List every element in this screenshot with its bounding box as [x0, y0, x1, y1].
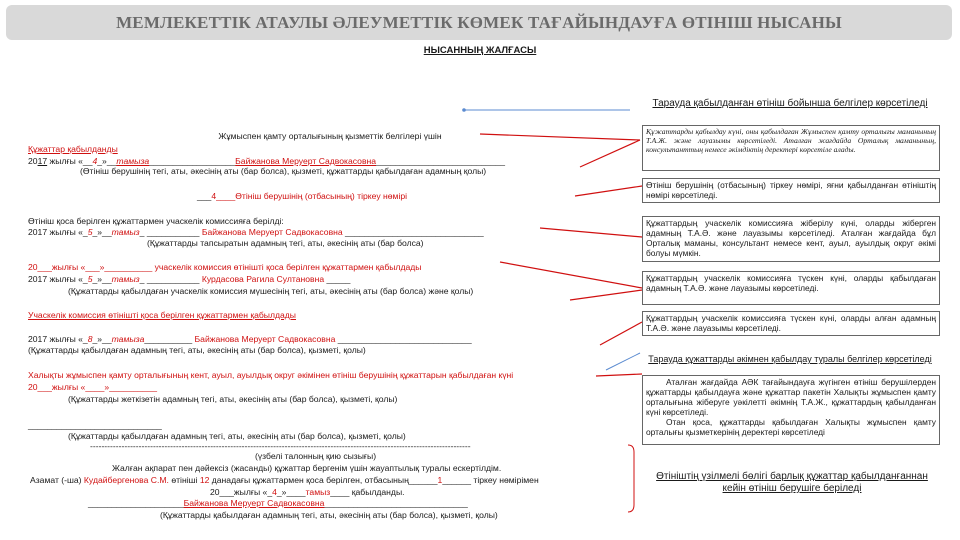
- form-sent-commission: Өтініш қоса берілген құжаттармен учаскелік комиссияға берілді:: [28, 216, 284, 226]
- connector-red-4: [540, 228, 642, 237]
- form-commission-accepted: 20___жылғы «___»__________ учаскелік комиссия өтінішті қоса берілген құжаттармен қабылдады: [28, 262, 422, 272]
- form-caption-1: (Өтініш берушінің тегі, аты, әкесінің аты (бар болса), қызметі, құжаттарды қабылдаған адамның қолы): [80, 166, 487, 176]
- page-subtitle: НЫСАННЫҢ ЖАЛҒАСЫ: [423, 45, 537, 56]
- note-box-accept: Құжаттарды қабылдау күні, оны қабылдаған Жұмыспен қамту орталығы маманының Т.А.Ж. және лауазымы көрсетіледі. Аталған жағдайда Орталық маманының, консультанттың немесе әкімдіктің деректері көрсетіле алады.: [642, 125, 940, 171]
- note-box-akim-text-2: Отан қоса, құжаттарды қабылдаған Халықты жұмыспен қамту орталығы қызметкерінің деректері көрсетіледі: [646, 417, 936, 437]
- form-accepted-date: 20___жылғы «_4_»____тамыз____ қабылданды.: [210, 487, 405, 497]
- form-citizen-line: Азамат (-ша) Кудайбергенова С.М. өтініші 12 данадағы құжаттармен қоса берілген, отбасының______1______ тіркеу нөмірімен: [30, 475, 539, 485]
- connector-dot: [462, 108, 466, 112]
- notes-heading-2: Тарауда құжаттарды әкімнен қабылдау туралы белгілер көрсетіледі: [648, 354, 932, 364]
- form-docs-accepted: Құжаттар қабылданды: [28, 144, 118, 154]
- form-accept-line: 2017 жылғы «__4_»__тамыза__________________Байжанова Меруерт Садвокасовна___________________________: [28, 156, 506, 166]
- form-caption-6: (Құжаттарды қабылдаған адамның тегі, аты, әкесінің аты (бар болса), қызметі, қолы): [68, 431, 406, 441]
- notes-heading-1: Тарауда қабылданған өтініш бойынша белгілер көрсетіледі: [652, 98, 928, 109]
- form-akim-date: 20___жылғы «____»__________: [28, 382, 158, 392]
- connector-red-3: [575, 186, 642, 196]
- form-commission-docs: Учаскелік комиссия өтінішті қоса берілген құжаттармен қабылдады: [28, 310, 296, 320]
- form-akim-received: Халықты жұмыспен қамту орталығының кент, ауыл, ауылдық округ әкімінен өтініш берушінің құжаттарын қабылдаған күні: [28, 370, 514, 380]
- form-warning: Жалған ақпарат пен дәйексіз (жасанды) құжаттар бергенім үшін жауаптылық туралы ескертілдім.: [112, 463, 502, 473]
- form-sent-line: 2017 жылғы «_5_»__тамыз_ ___________ Байжанова Меруерт Садвокасовна _____________________________: [28, 227, 484, 237]
- form-commission-line: 2017 жылғы «_5_»__тамыз_ ___________ Курдасова Рагила Султановна _____: [28, 274, 351, 284]
- note-box-akim-text-1: Аталған жағдайда АӘК тағайындауға жүгінген өтініш берушілерден құжаттарды қабылдауға және құжаттар пакетін Халықты жұмыспен қамту орталығына жіберуге уәкілетті әкімнің Т.А.Ж., құжаттардың қабылданған күні көрсетіледі.: [646, 377, 936, 417]
- form-caption-7: (Құжаттарды қабылдаған адамның тегі, аты, әкесінің аты (бар болса), қызметі, қолы): [160, 510, 498, 520]
- note-box-received: Құжаттардың учаскелік комиссияға түскен күні, оларды қабылдаған адамның Т.А.Ә. және лауазымы көрсетіледі.: [642, 271, 940, 305]
- form-caption-4: (Құжаттарды қабылдаған адамның тегі, аты, әкесінің аты (бар болса), қызметі, қолы): [28, 345, 366, 355]
- note-box-akim: [642, 375, 940, 445]
- form-service-marks: Жұмыспен қамту орталығының қызметтік белгілері үшін: [218, 131, 442, 141]
- form-commission-docs-line: 2017 жылғы «_8_»__тамыза__________ Байжанова Меруерт Садвокасовна ____________________________: [28, 334, 472, 344]
- tear-line: -------------------------------------------------------------------------------------------------------------------------------------: [90, 441, 471, 451]
- connector-blue-mid: [606, 353, 640, 370]
- connector-red-6: [570, 290, 642, 300]
- form-reg-number: ___4____Өтініш берушінің (отбасының) тіркеу нөмірі: [197, 191, 408, 201]
- connector-red-2: [580, 140, 640, 167]
- connector-red-8: [596, 374, 642, 376]
- tear-line-caption: (үзбелі талонның қию сызығы): [255, 451, 377, 461]
- connector-red-1: [480, 134, 640, 140]
- form-caption-3: (Құжаттарды қабылдаған учаскелік комиссия мүшесінің тегі, аты, әкесінің аты (бар болса) және қолы): [68, 286, 474, 296]
- note-box-regnum: Өтініш берушінің (отбасының) тіркеу нөмірі, яғни қабылданған өтініштің нөмірі көрсетіледі.: [642, 178, 940, 203]
- notes-footer: Өтініштің үзілмелі бөлігі барлық құжаттар қабылданғаннан кейін өтініш берушіге беріледі: [656, 471, 928, 494]
- bracket-stub: [628, 445, 634, 512]
- form-caption-2: (Құжаттарды тапсыратын адамның тегі, аты, әкесінің аты (бар болса): [147, 238, 424, 248]
- note-box-taken: Құжаттардың учаскелік комиссияға түскен күні, оларды алған адамның Т.А.Ә. және лауазымы көрсетіледі.: [642, 311, 940, 336]
- connector-red-5: [500, 262, 642, 288]
- form-caption-5: (Құжаттарды жеткізетін адамның тегі, аты, әкесінің аты (бар болса), қызметі, қолы): [68, 394, 398, 404]
- page-title: МЕМЛЕКЕТТІК АТАУЛЫ ӘЛЕУМЕТТІК КӨМЕК ТАҒАЙЫНДАУҒА ӨТІНІШ НЫСАНЫ: [116, 12, 842, 32]
- form-acceptor-line: ____________________Байжанова Меруерт Садвокасовна______________________________: [88, 498, 468, 508]
- note-box-sent: Құжаттардың учаскелік комиссияға жіберілу күні, оларды жіберген адамның Т.А.Ә. және лауазымы көрсетіледі. Аталған жағдайда бұл Орталық маманы, консультант немесе кент, ауыл, ауылдық округ әкімі болуы мүмкін.: [642, 216, 940, 262]
- connector-red-7: [600, 322, 642, 345]
- form-signature-line: ____________________________: [28, 420, 162, 430]
